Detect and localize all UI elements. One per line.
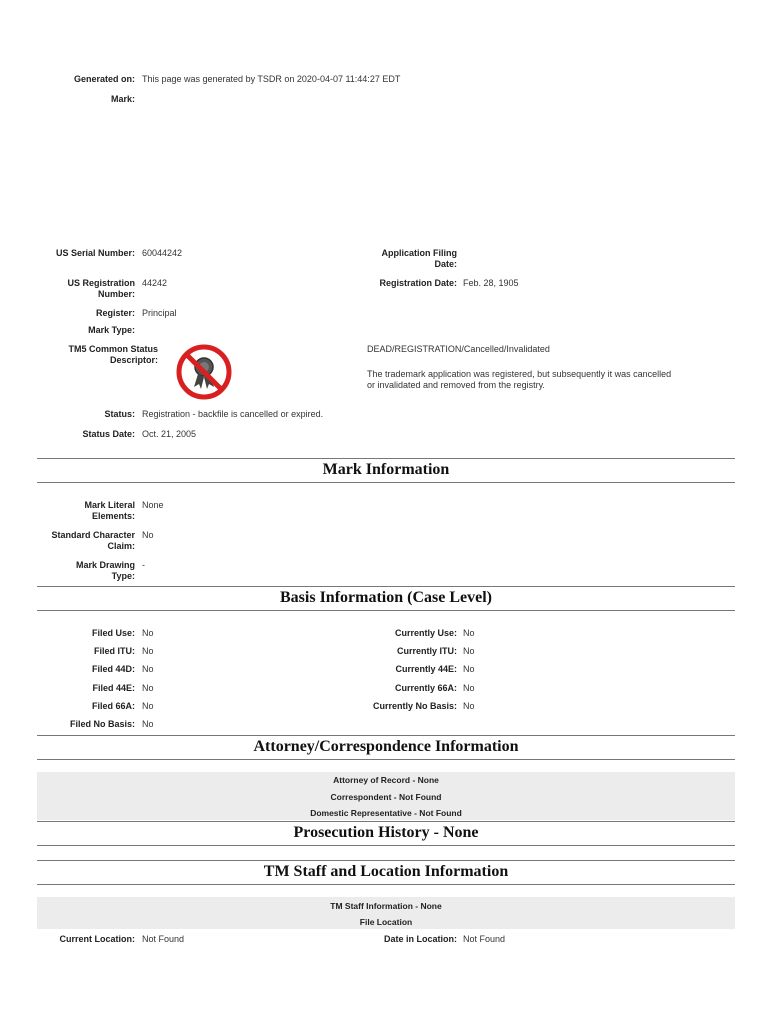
- standard-character-label: [30, 530, 135, 552]
- date-in-location-label: Date in Location:: [383, 934, 457, 944]
- tm-staff-location-heading: TM Staff and Location Information: [263, 863, 509, 880]
- mark-drawing-label: [30, 560, 135, 582]
- currently-no-basis-label: Currently No Basis:: [372, 701, 457, 711]
- currently-44e-label: Currently 44E:: [395, 664, 457, 674]
- serial-number-label: US Serial Number:: [55, 248, 135, 258]
- filed-use-label: Filed Use:: [91, 628, 135, 638]
- registration-date-value: Feb. 28, 1905: [463, 278, 519, 288]
- mark-information-heading: Mark Information: [322, 461, 450, 478]
- mark-label: Mark:: [110, 94, 135, 104]
- mark-type-label: Mark Type:: [88, 325, 135, 335]
- section-divider: [37, 586, 735, 587]
- tm5-label-line2: Descriptor:: [109, 355, 158, 365]
- status-label: Status:: [104, 409, 135, 419]
- filed-no-basis-label: Filed No Basis:: [69, 719, 135, 729]
- tm-staff-information-text: TM Staff Information - None: [330, 901, 442, 911]
- currently-no-basis-value: No: [463, 701, 475, 711]
- section-divider: [37, 458, 735, 459]
- section-divider: [37, 482, 735, 483]
- filing-date-label: [340, 248, 457, 270]
- filed-44d-label: Filed 44D:: [91, 664, 135, 674]
- currently-use-value: No: [463, 628, 475, 638]
- mark-literal-value: None: [142, 500, 164, 510]
- status-value: Registration - backfile is cancelled or expired.: [142, 409, 324, 419]
- filed-itu-label: Filed ITU:: [94, 646, 135, 656]
- currently-66a-value: No: [463, 683, 475, 693]
- tm5-label-line1: TM5 Common Status: [68, 344, 158, 354]
- filed-no-basis-value: No: [142, 719, 154, 729]
- filed-itu-value: No: [142, 646, 154, 656]
- standard-character-label-line1: Standard Character: [51, 530, 135, 540]
- section-divider: [37, 860, 735, 861]
- section-divider: [37, 845, 735, 846]
- currently-use-label: Currently Use:: [394, 628, 457, 638]
- current-location-value: Not Found: [142, 934, 185, 944]
- mark-drawing-value: -: [142, 560, 145, 570]
- currently-itu-label: Currently ITU:: [396, 646, 457, 656]
- filed-66a-value: No: [142, 701, 154, 711]
- generated-on-value: This page was generated by TSDR on 2020-04-07 11:44:27 EDT: [142, 74, 401, 84]
- section-divider: [37, 759, 735, 760]
- domestic-representative-text: Domestic Representative - Not Found: [310, 808, 462, 818]
- section-divider: [37, 610, 735, 611]
- current-location-label: Current Location:: [59, 934, 135, 944]
- staff-info-box: [37, 897, 735, 929]
- currently-66a-label: Currently 66A:: [394, 683, 457, 693]
- mark-drawing-label-line2: Type:: [111, 571, 135, 581]
- filing-date-label-line1: Application Filing: [381, 248, 457, 258]
- file-location-text: File Location: [359, 917, 413, 927]
- correspondent-text: Correspondent - Not Found: [330, 792, 442, 802]
- filing-date-label-line2: Date:: [434, 259, 457, 269]
- filed-use-value: No: [142, 628, 154, 638]
- basis-information-heading: Basis Information (Case Level): [280, 589, 492, 606]
- currently-44e-value: No: [463, 664, 475, 674]
- attorney-of-record-text: Attorney of Record - None: [333, 775, 439, 785]
- filed-66a-label: Filed 66A:: [91, 701, 135, 711]
- serial-number-value: 60044242: [142, 248, 183, 258]
- tm5-description-line2: or invalidated and removed from the registry.: [367, 380, 545, 390]
- status-date-value: Oct. 21, 2005: [142, 429, 197, 439]
- mark-literal-label-line2: Elements:: [91, 511, 135, 521]
- registration-number-value: 44242: [142, 278, 168, 288]
- filed-44e-label: Filed 44E:: [92, 683, 135, 693]
- date-in-location-value: Not Found: [463, 934, 506, 944]
- mark-drawing-label-line1: Mark Drawing: [75, 560, 135, 570]
- cancelled-registration-icon: [175, 343, 233, 401]
- tm5-label: [30, 344, 158, 366]
- register-value: Principal: [142, 308, 177, 318]
- filed-44d-value: No: [142, 664, 154, 674]
- tm5-status-text: DEAD/REGISTRATION/Cancelled/Invalidated: [367, 344, 550, 354]
- generated-on-label: Generated on:: [73, 74, 135, 84]
- section-divider: [37, 821, 735, 822]
- registration-number-label-line2: Number:: [97, 289, 135, 299]
- attorney-info-box: [37, 772, 735, 820]
- registration-date-label: Registration Date:: [379, 278, 457, 288]
- status-date-label: Status Date:: [82, 429, 135, 439]
- section-divider: [37, 884, 735, 885]
- standard-character-value: No: [142, 530, 154, 540]
- filed-44e-value: No: [142, 683, 154, 693]
- currently-itu-value: No: [463, 646, 475, 656]
- registration-number-label: [30, 278, 135, 300]
- tm5-description-line1: The trademark application was registered, but subsequently it was cancelled: [367, 369, 672, 379]
- standard-character-label-line2: Claim:: [107, 541, 135, 551]
- prosecution-history-heading: Prosecution History - None: [293, 824, 479, 841]
- register-label: Register:: [95, 308, 135, 318]
- mark-literal-label: [30, 500, 135, 522]
- attorney-correspondence-heading: Attorney/Correspondence Information: [253, 738, 519, 755]
- section-divider: [37, 735, 735, 736]
- mark-literal-label-line1: Mark Literal: [84, 500, 135, 510]
- registration-number-label-line1: US Registration: [67, 278, 135, 288]
